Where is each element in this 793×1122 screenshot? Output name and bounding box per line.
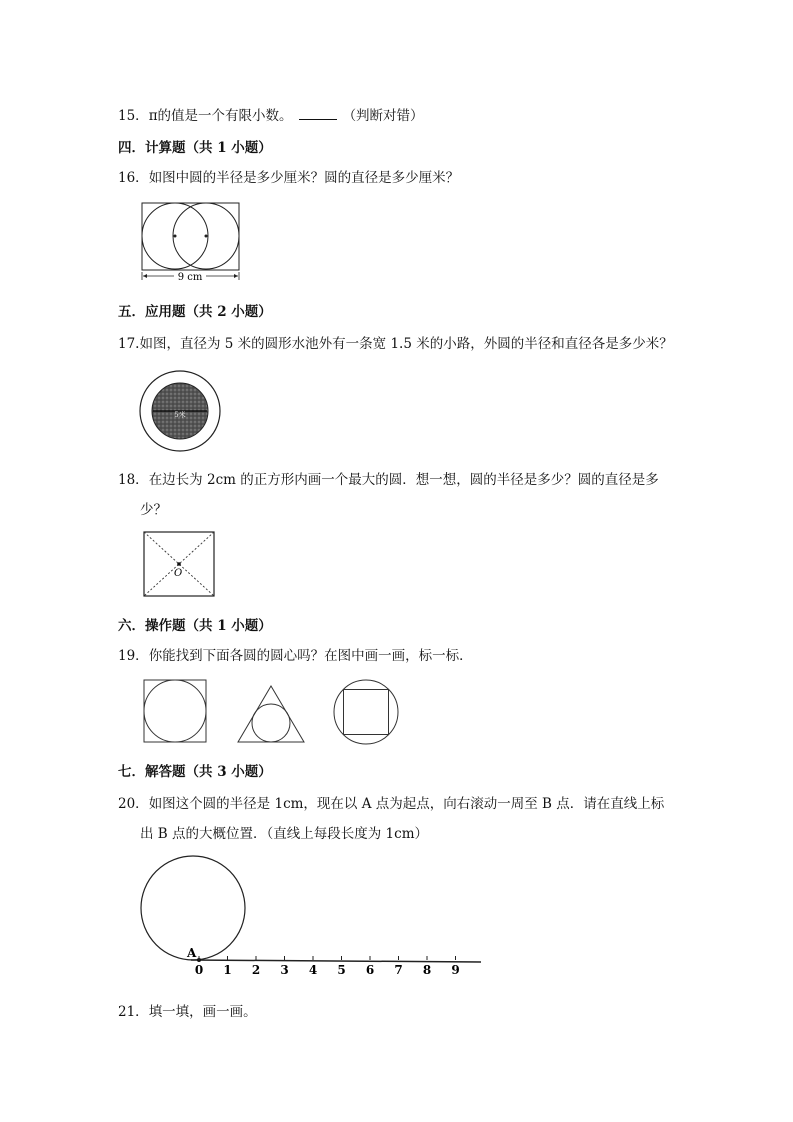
tick-label: 9 bbox=[451, 963, 460, 977]
question-text: 你能找到下面各圆的圆心吗？在图中画一画，标一标． bbox=[148, 648, 473, 664]
question-21 bbox=[118, 1000, 257, 1020]
point-a-label: A bbox=[187, 946, 197, 960]
question-text: 在边长为 2cm 的正方形内画一个最大的圆．想一想，圆的半径是多少？圆的直径是多 bbox=[148, 472, 659, 488]
figure-pool bbox=[138, 369, 222, 453]
question-text: 如图这个圆的半径是 1cm，现在以 A 点为起点，向右滚动一周至 B 点．请在直线上标 bbox=[148, 796, 665, 812]
question-number: 16． bbox=[118, 170, 149, 186]
tick-label: 4 bbox=[308, 963, 318, 977]
tick-label: 8 bbox=[422, 963, 432, 977]
question-18 bbox=[118, 468, 659, 488]
figure-label: 5米 bbox=[174, 411, 186, 419]
figure-circle-in-square bbox=[142, 678, 208, 744]
question-number: 19． bbox=[118, 648, 149, 664]
question-18-cont: 少？ bbox=[140, 502, 167, 518]
tick-label: 5 bbox=[337, 963, 346, 977]
section-heading-4: 四．计算题（共 1 小题） bbox=[118, 140, 272, 156]
figure-rolling-circle bbox=[136, 852, 486, 982]
question-16 bbox=[118, 166, 459, 186]
section-heading-5: 五．应用题（共 2 小题） bbox=[118, 304, 272, 320]
question-20 bbox=[118, 792, 664, 812]
question-number: 18． bbox=[118, 472, 149, 488]
question-text: 如图中圆的半径是多少厘米？圆的直径是多少厘米？ bbox=[148, 170, 460, 186]
figure-square bbox=[142, 530, 216, 598]
question-15 bbox=[118, 104, 424, 124]
figure-label: O bbox=[174, 568, 183, 579]
question-number: 15． bbox=[118, 108, 149, 124]
tick-label: 0 bbox=[194, 963, 204, 977]
figure-two-circles bbox=[138, 200, 248, 285]
question-number: 17. bbox=[118, 336, 140, 352]
question-20-cont: 出 B 点的大概位置．（直线上每段长度为 1cm） bbox=[140, 826, 428, 842]
question-text: 填一填，画一画。 bbox=[148, 1004, 257, 1020]
question-number: 21． bbox=[118, 1004, 149, 1020]
tick-label: 6 bbox=[365, 963, 375, 977]
tick-label: 3 bbox=[280, 963, 289, 977]
answer-blank[interactable] bbox=[299, 107, 337, 120]
question-number: 20． bbox=[118, 796, 149, 812]
question-hint: （判断对错） bbox=[342, 108, 424, 124]
section-heading-6: 六．操作题（共 1 小题） bbox=[118, 618, 272, 634]
tick-label: 2 bbox=[251, 963, 261, 977]
figure-square-in-circle bbox=[332, 678, 400, 746]
tick-label: 1 bbox=[223, 963, 232, 977]
question-17 bbox=[118, 332, 673, 352]
figure-circle-in-triangle bbox=[236, 684, 306, 744]
section-heading-7: 七．解答题（共 3 小题） bbox=[118, 764, 272, 780]
question-19 bbox=[118, 644, 473, 664]
tick-label: 7 bbox=[394, 963, 403, 977]
question-text: 如图，直径为 5 米的圆形水池外有一条宽 1.5 米的小路，外圆的半径和直径各是多少米？ bbox=[139, 336, 673, 352]
question-text: π的值是一个有限小数。 bbox=[148, 108, 293, 124]
figure-label: 9 cm bbox=[177, 272, 203, 283]
